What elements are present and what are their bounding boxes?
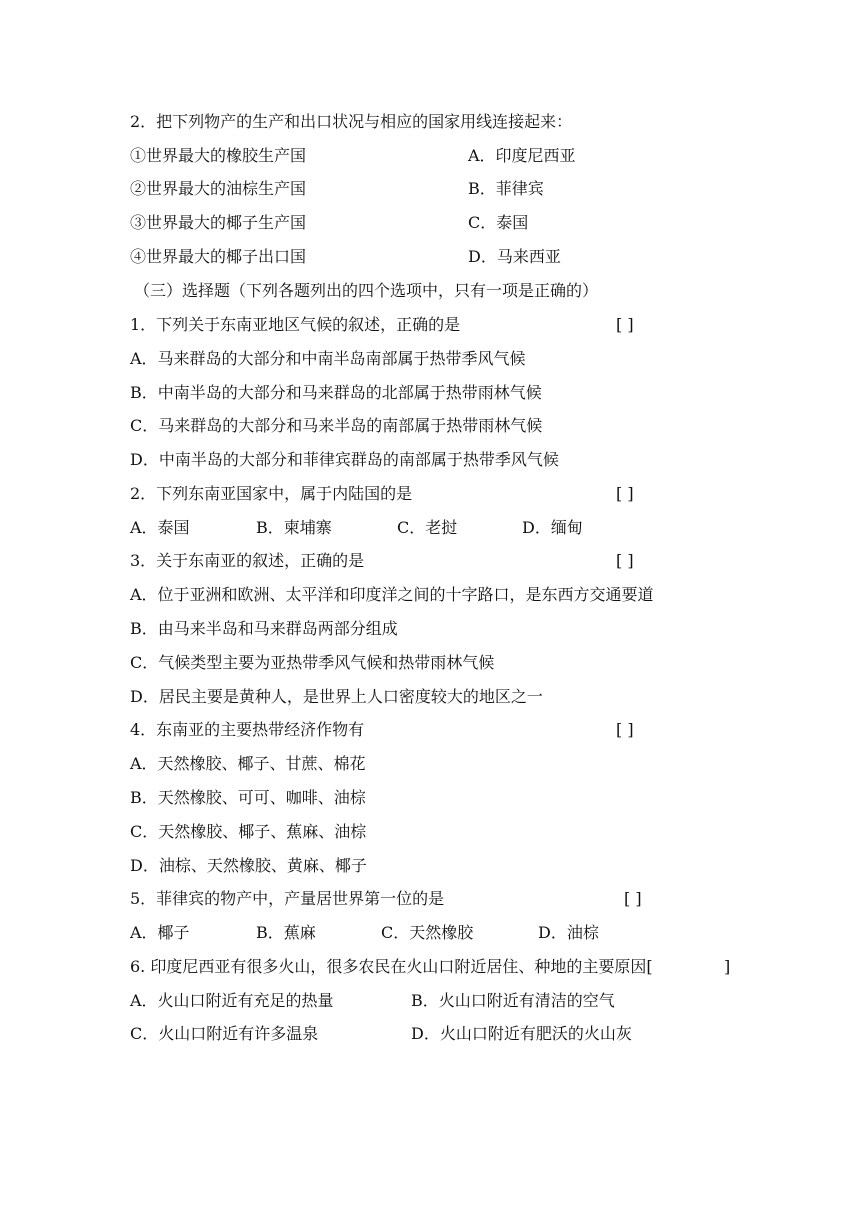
match-right-item: D．马来西亚 bbox=[468, 247, 561, 266]
option: D．缅甸 bbox=[522, 518, 583, 537]
question-stem: 6. 印度尼西亚有很多火山，很多农民在火山口附近居住、种地的主要原因[ bbox=[130, 957, 653, 976]
question-stem: 2．下列东南亚国家中，属于内陆国的是 bbox=[130, 484, 413, 503]
match-prompt: 2．把下列物产的生产和出口状况与相应的国家用线连接起来： bbox=[130, 112, 573, 131]
option: B．中南半岛的大部分和马来群岛的北部属于热带雨林气候 bbox=[130, 383, 542, 402]
option: A．火山口附近有充足的热量 bbox=[130, 991, 334, 1010]
option: B．蕉麻 bbox=[256, 923, 316, 942]
match-left-item: ④世界最大的椰子出口国 bbox=[130, 247, 307, 266]
option: A．椰子 bbox=[130, 923, 190, 942]
answer-bracket: [ ] bbox=[616, 720, 634, 739]
match-left-item: ①世界最大的橡胶生产国 bbox=[130, 146, 307, 165]
option: D．中南半岛的大部分和菲律宾群岛的南部属于热带季风气候 bbox=[130, 450, 559, 469]
option: B．天然橡胶、可可、咖啡、油棕 bbox=[130, 788, 366, 807]
option: A．天然橡胶、椰子、甘蔗、棉花 bbox=[130, 754, 366, 773]
question-stem: 3．关于东南亚的叙述，正确的是 bbox=[130, 551, 365, 570]
section-heading: （三）选择题（下列各题列出的四个选项中，只有一项是正确的） bbox=[134, 281, 599, 300]
match-right-item: A．印度尼西亚 bbox=[468, 146, 576, 165]
answer-bracket: [ ] bbox=[616, 484, 634, 503]
answer-bracket: [ ] bbox=[616, 315, 634, 334]
option: B．柬埔寨 bbox=[256, 518, 332, 537]
option: D．居民主要是黄种人，是世界上人口密度较大的地区之一 bbox=[130, 687, 543, 706]
option: A．泰国 bbox=[130, 518, 190, 537]
answer-bracket: [ ] bbox=[624, 889, 642, 908]
match-left-item: ③世界最大的椰子生产国 bbox=[130, 213, 307, 232]
option: C．马来群岛的大部分和马来半岛的南部属于热带雨林气候 bbox=[130, 416, 543, 435]
option: D．火山口附近有肥沃的火山灰 bbox=[411, 1024, 632, 1043]
option: C．火山口附近有许多温泉 bbox=[130, 1024, 319, 1043]
question-stem: 4．东南亚的主要热带经济作物有 bbox=[130, 720, 365, 739]
match-left-item: ②世界最大的油棕生产国 bbox=[130, 179, 307, 198]
option: B．火山口附近有清洁的空气 bbox=[411, 991, 615, 1010]
option: B．由马来半岛和马来群岛两部分组成 bbox=[130, 619, 398, 638]
option: C．老挝 bbox=[397, 518, 458, 537]
option: C．天然橡胶 bbox=[381, 923, 474, 942]
option: D．油棕、天然橡胶、黄麻、椰子 bbox=[130, 856, 367, 875]
answer-bracket-close: ] bbox=[724, 957, 731, 976]
match-right-item: B．菲律宾 bbox=[468, 179, 544, 198]
match-right-item: C．泰国 bbox=[468, 213, 529, 232]
answer-bracket: [ ] bbox=[616, 551, 634, 570]
option: A．马来群岛的大部分和中南半岛南部属于热带季风气候 bbox=[130, 349, 526, 368]
question-stem: 1．下列关于东南亚地区气候的叙述，正确的是 bbox=[130, 315, 461, 334]
option: A．位于亚洲和欧洲、太平洋和印度洋之间的十字路口，是东西方交通要道 bbox=[130, 585, 654, 604]
option: C．天然橡胶、椰子、蕉麻、油棕 bbox=[130, 822, 367, 841]
option: C．气候类型主要为亚热带季风气候和热带雨林气候 bbox=[130, 653, 495, 672]
question-stem: 5．菲律宾的物产中，产量居世界第一位的是 bbox=[130, 889, 445, 908]
option: D．油棕 bbox=[538, 923, 599, 942]
